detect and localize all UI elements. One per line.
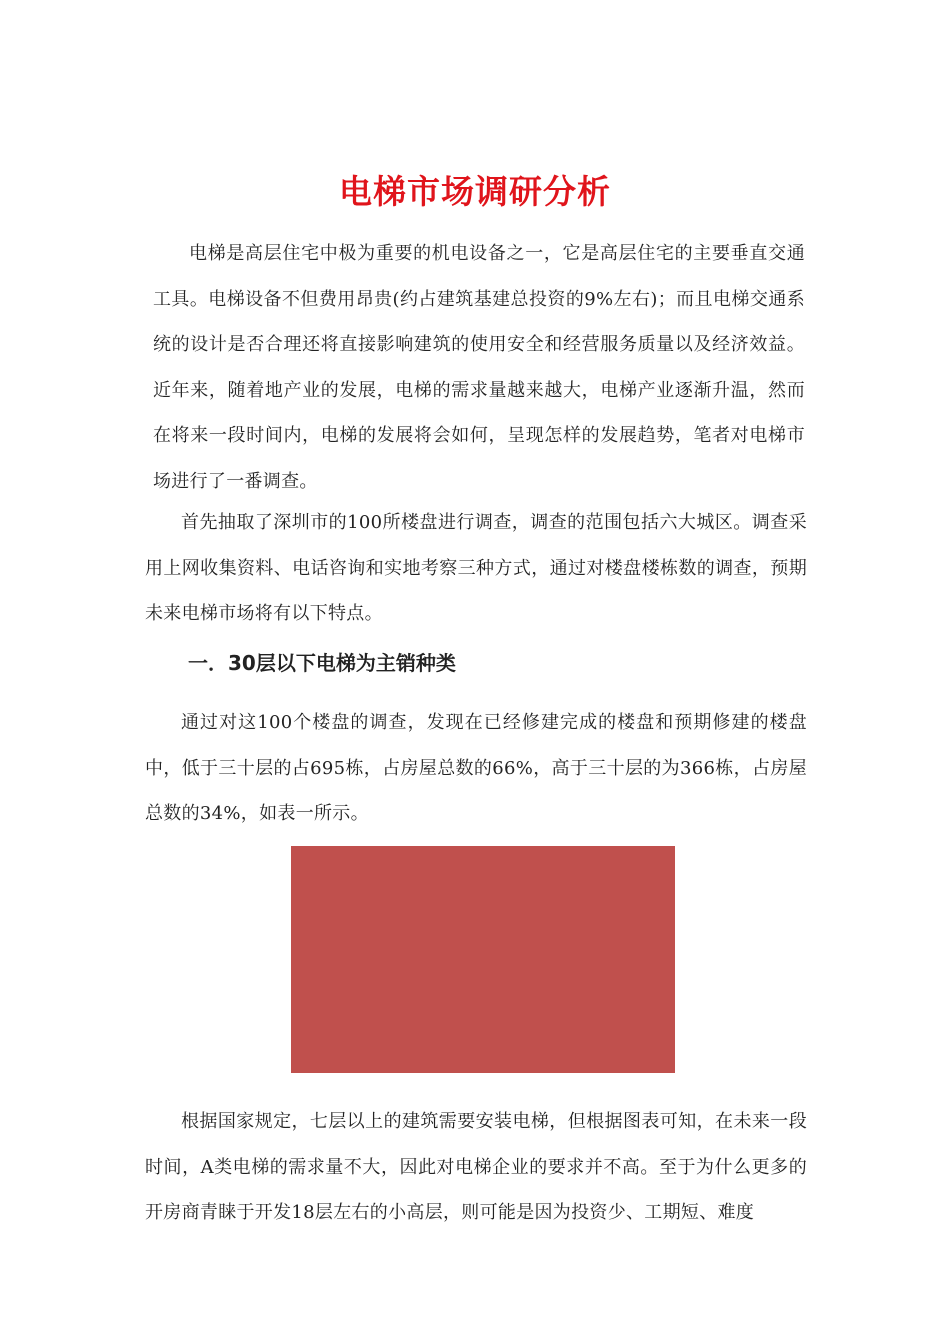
section-heading: 一．30层以下电梯为主销种类 [188, 651, 456, 675]
table-one-figure [291, 846, 675, 1073]
document-title: 电梯市场调研分析 [339, 172, 611, 211]
method-paragraph: 首先抽取了深圳市的100所楼盘进行调查，调查的范围包括六大城区。调查采用上网收集资料、电话咨询和实地考察三种方式，通过对楼盘楼栋数的调查，预期未来电梯市场将有以下特点。 [145, 512, 807, 624]
findings-paragraph: 通过对这100个楼盘的调查，发现在已经修建完成的楼盘和预期修建的楼盘中，低于三十层的占695栋，占房屋总数的66%，高于三十层的为366栋，占房屋总数的34%，如表一所示。 [145, 712, 807, 824]
intro-paragraph: 电梯是高层住宅中极为重要的机电设备之一，它是高层住宅的主要垂直交通工具。电梯设备不但费用昂贵(约占建筑基建总投资的9%左右)；而且电梯交通系统的设计是否合理还将直接影响建筑的使用安全和经营服务质量以及经济效益。近年来，随着地产业的发展，电梯的需求量越来越大，电梯产业逐渐升温，然而在将来一段时间内，电梯的发展将会如何，呈现怎样的发展趋势，笔者对电梯市场进行了一番调查。 [153, 243, 805, 492]
analysis-paragraph: 根据国家规定，七层以上的建筑需要安装电梯，但根据图表可知，在未来一段时间，A类电梯的需求量不大，因此对电梯企业的要求并不高。至于为什么更多的开房商青睐于开发18层左右的小高层，则可能是因为投资少、工期短、难度 [145, 1111, 807, 1223]
